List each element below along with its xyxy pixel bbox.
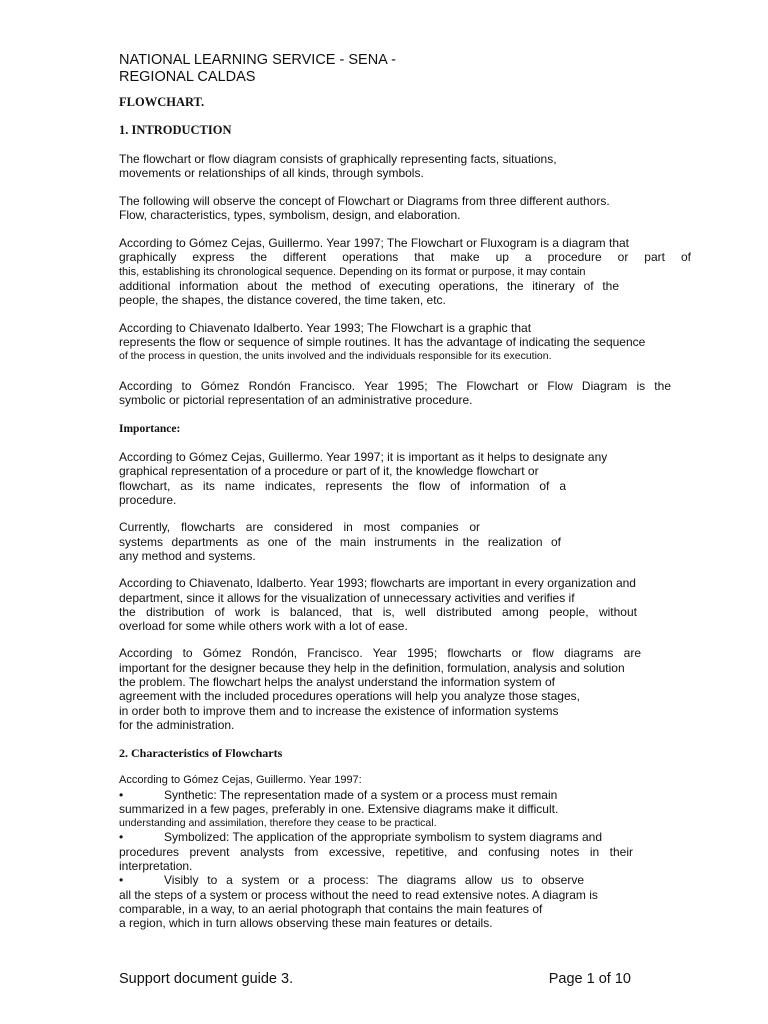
text-line: people, the shapes, the distance covered, the time taken, etc. xyxy=(119,293,446,308)
institution-header xyxy=(119,52,691,86)
text-line: According to Gómez Cejas, Guillermo. Year 1997; it is important as it helps to designate any xyxy=(119,450,608,465)
text-line: interpretation. xyxy=(119,858,193,873)
bullet-item xyxy=(119,873,691,930)
text-line: graphically express the different operations that make up a procedure or part of xyxy=(119,250,691,265)
paragraph xyxy=(119,321,691,364)
text-line xyxy=(119,873,691,887)
text-line: symbolic or pictorial representation of an administrative procedure. xyxy=(119,392,473,407)
text-line: any method and systems. xyxy=(119,548,256,563)
document-page xyxy=(119,52,691,930)
text-line: in order both to improve them and to increase the existence of information systems xyxy=(119,703,559,718)
text-line: graphical representation of a procedure or part of it, the knowledge flowchart or xyxy=(119,464,539,479)
text-line: Currently, flowcharts are considered in most companies or xyxy=(119,520,480,535)
text-line: additional information about the method of executing operations, the itinerary of the xyxy=(119,279,619,294)
page-number: Page 1 of 10 xyxy=(548,971,631,987)
paragraph xyxy=(119,773,691,787)
text-line: overload for some while others work with a lot of ease. xyxy=(119,619,408,634)
text-line: department, since it allows for the visualization of unnecessary activities and verifies if xyxy=(119,590,575,605)
bullet-text: Visibly to a system or a process: The diagrams allow us to observe xyxy=(164,873,584,888)
paragraph xyxy=(119,450,691,507)
footer-document-label: Support document guide 3. xyxy=(119,971,294,987)
document-title: FLOWCHART. xyxy=(119,95,205,109)
text-line: procedures prevent analysts from excessive, repetitive, and confusing notes in their xyxy=(119,844,633,859)
text-line: Flow, characteristics, types, symbolism, design, and elaboration. xyxy=(119,207,461,222)
text-line: represents the flow or sequence of simple routines. It has the advantage of indicating the sequence xyxy=(119,334,646,349)
text-line: According to Gómez Cejas, Guillermo. Year 1997; The Flowchart or Fluxogram is a diagram that xyxy=(119,236,630,251)
bullet-item xyxy=(119,788,691,831)
section-heading-characteristics: 2. Characteristics of Flowcharts xyxy=(119,746,283,761)
header-line: NATIONAL LEARNING SERVICE - SENA - xyxy=(119,52,396,68)
paragraph xyxy=(119,379,691,408)
text-line: According to Chiavenato, Idalberto. Year 1993; flowcharts are important in every organization and xyxy=(119,576,636,591)
bullet-icon: • xyxy=(119,787,124,802)
text-line: flowchart, as its name indicates, represents the flow of information of a xyxy=(119,478,566,493)
text-line: According to Chiavenato Idalberto. Year 1993; The Flowchart is a graphic that xyxy=(119,320,532,335)
paragraph xyxy=(119,576,691,633)
text-line: According to Gómez Rondón Francisco. Year 1995; The Flowchart or Flow Diagram is the xyxy=(119,378,671,393)
text-line: systems departments as one of the main instruments in the realization of xyxy=(119,534,561,549)
paragraph xyxy=(119,194,691,223)
text-line: the distribution of work is balanced, that is, well distributed among people, without xyxy=(119,604,637,619)
text-line: of the process in question, the units involved and the individuals responsible for its execution. xyxy=(119,350,552,363)
bullet-text: Synthetic: The representation made of a system or a process must remain xyxy=(164,787,558,802)
text-line: summarized in a few pages, preferably in one. Extensive diagrams make it difficult. xyxy=(119,801,559,816)
text-line: procedure. xyxy=(119,493,177,508)
section-heading-introduction: 1. INTRODUCTION xyxy=(119,123,232,137)
bullet-icon: • xyxy=(119,830,124,845)
text-line: important for the designer because they help in the definition, formulation, analysis and solution xyxy=(119,660,625,675)
text-line: this, establishing its chronological sequence. Depending on its format or purpose, it may contain xyxy=(119,265,586,278)
text-line: the problem. The flowchart helps the analyst understand the information system of xyxy=(119,675,556,690)
text-line: According to Gómez Cejas, Guillermo. Year 1997: xyxy=(119,774,362,787)
text-line: understanding and assimilation, therefore they cease to be practical. xyxy=(119,817,437,830)
paragraph xyxy=(119,236,691,307)
text-line xyxy=(119,788,691,802)
text-line: all the steps of a system or process without the need to read extensive notes. A diagram is xyxy=(119,887,598,902)
text-line: a region, which in turn allows observing these main features or details. xyxy=(119,916,493,931)
bullet-text: Symbolized: The application of the appropriate symbolism to system diagrams and xyxy=(164,830,602,845)
text-line: comparable, in a way, to an aerial photograph that contains the main features of xyxy=(119,901,543,916)
header-line: REGIONAL CALDAS xyxy=(119,69,256,85)
text-line xyxy=(119,830,691,844)
bullet-icon: • xyxy=(119,873,124,888)
text-line: The flowchart or flow diagram consists of graphically representing facts, situations, xyxy=(119,152,557,166)
text-line: agreement with the included procedures operations will help you analyze those stages, xyxy=(119,689,580,704)
text-line: for the administration. xyxy=(119,717,235,732)
paragraph xyxy=(119,520,691,563)
paragraph xyxy=(119,646,691,732)
text-line: movements or relationships of all kinds, through symbols. xyxy=(119,166,424,181)
paragraph xyxy=(119,152,691,181)
text-line: According to Gómez Rondón, Francisco. Year 1995; flowcharts or flow diagrams are xyxy=(119,646,641,661)
section-heading-importance: Importance: xyxy=(119,423,181,436)
text-line: The following will observe the concept of Flowchart or Diagrams from three different authors. xyxy=(119,193,610,208)
bullet-item xyxy=(119,830,691,873)
